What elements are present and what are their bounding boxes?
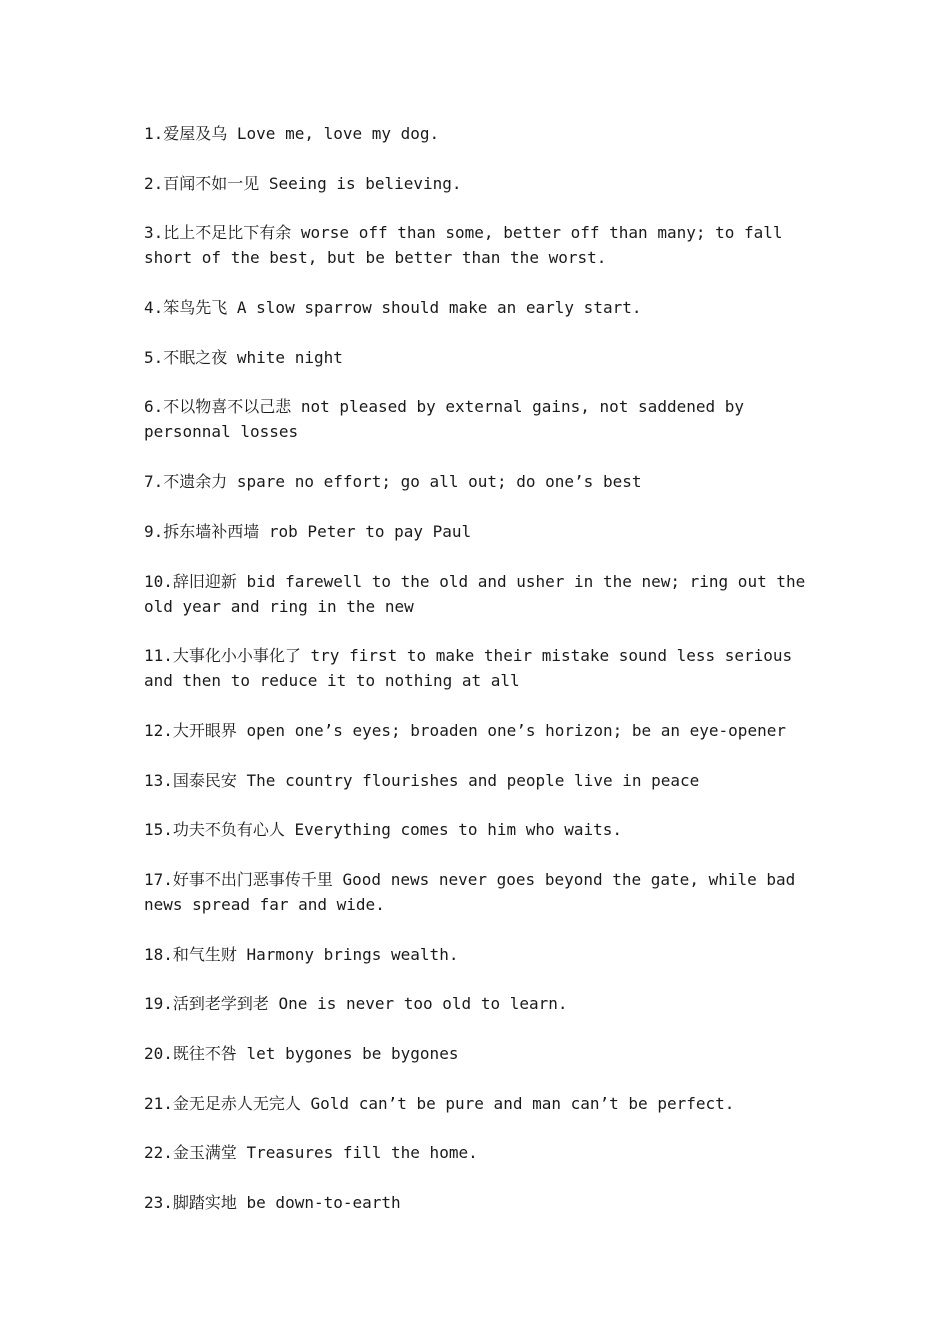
idiom-entry-12: 12.大开眼界 open one’s eyes; broaden one’s horizon; be an eye-opener [144,720,786,740]
idiom-entry-6: 6.不以物喜不以己悲 not pleased by external gains, not saddened by personnal losses [144,397,754,442]
idiom-entry-20: 20.既往不咎 let bygones be bygones [144,1044,459,1063]
idiom-entry-7: 7.不遗余力 spare no effort; go all out; do one’s best [144,472,642,492]
idiom-list [144,121,815,1240]
idiom-entry-22: 22.金玉满堂 Treasures fill the home. [144,1143,478,1163]
idiom-entry-19: 19.活到老学到老 One is never too old to learn. [144,994,568,1014]
idiom-entry-5: 5.不眠之夜 white night [144,347,343,367]
idiom-entry-17: 17.好事不出门恶事传千里 Good news never goes beyond the gate, while bad news spread far and wide. [144,869,805,914]
idiom-entry-2: 2.百闻不如一见 Seeing is believing. [144,173,462,193]
idiom-entry-21: 21.金无足赤人无完人 Gold can’t be pure and man can’t be perfect. [144,1093,735,1113]
idiom-entry-1: 1.爱屋及乌 Love me, love my dog. [144,124,440,143]
idiom-entry-4: 4.笨鸟先飞 A slow sparrow should make an early start. [144,298,642,318]
idiom-entry-23: 23.脚踏实地 be down-to-earth [144,1193,401,1213]
idiom-entry-9: 9.拆东墙补西墙 rob Peter to pay Paul [144,521,472,541]
idiom-entry-13: 13.国泰民安 The country flourishes and people live in peace [144,770,700,790]
idiom-entry-3: 3.比上不足比下有余 worse off than some, better off than many; to fall short of the best, but be better than the worst. [144,223,793,268]
idiom-entry-15: 15.功夫不负有心人 Everything comes to him who waits. [144,820,623,840]
idiom-entry-18: 18.和气生财 Harmony brings wealth. [144,944,459,964]
idiom-entry-11: 11.大事化小小事化了 try first to make their mistake sound less serious and then to reduce it to nothing at all [144,646,802,691]
idiom-entry-10: 10.辞旧迎新 bid farewell to the old and usher in the new; ring out the old year and ring in the new [144,571,815,616]
